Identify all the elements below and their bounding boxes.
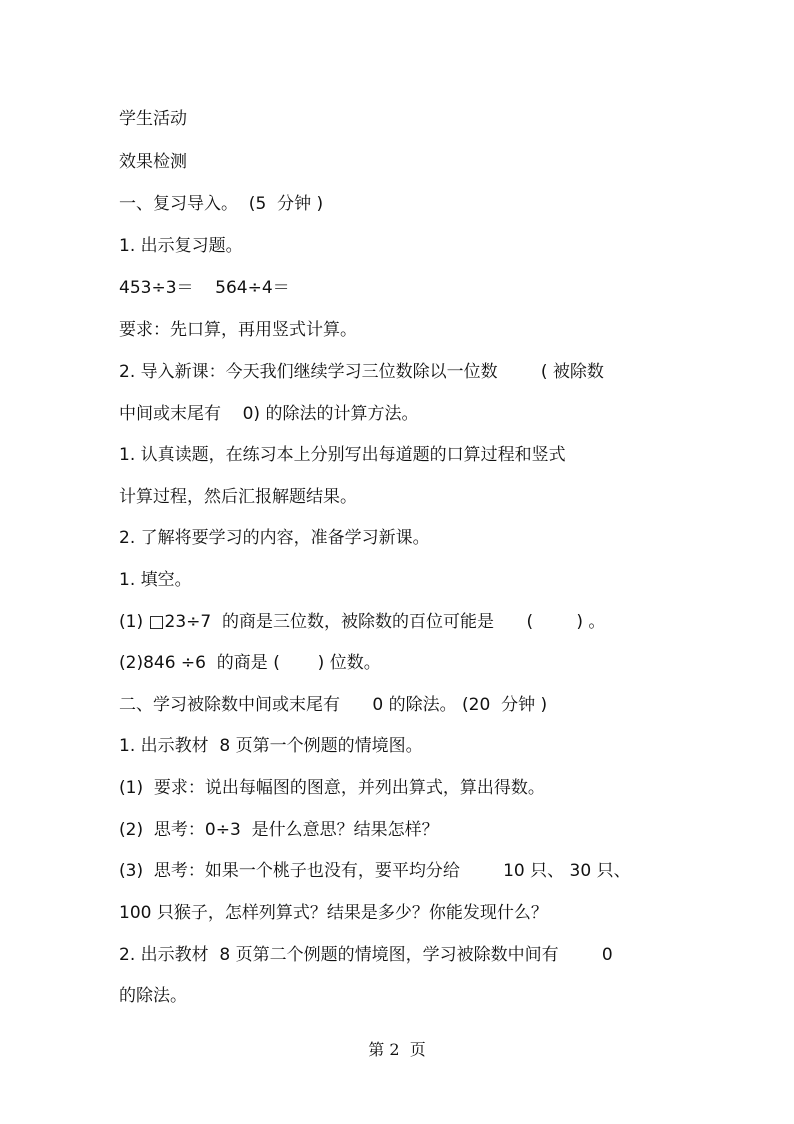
text-line: 效果检测 — [119, 152, 187, 172]
text-line: 要求：先口算，再用竖式计算。 — [119, 320, 357, 340]
text-line: 2. 出示教材 8 页第二个例题的情境图，学习被除数中间有 0 — [119, 945, 613, 965]
text-line: 100 只猴子，怎样列算式？结果是多少？你能发现什么？ — [119, 903, 548, 923]
text-line: 计算过程，然后汇报解题结果。 — [119, 487, 357, 507]
text-line: (1) 要求：说出每幅图的图意，并列出算式，算出得数。 — [119, 778, 545, 798]
text-line: 1. 出示教材 8 页第一个例题的情境图。 — [119, 736, 423, 756]
text-line: 的除法。 — [119, 986, 187, 1006]
text-line: (2)846 ÷6 的商是 ( ) 位数。 — [119, 653, 381, 673]
text-line: 2. 了解将要学习的内容，准备学习新课。 — [119, 528, 430, 548]
section-heading: 二、学习被除数中间或末尾有 0 的除法。 (20 分钟 ) — [119, 695, 548, 715]
section-heading: 一、复习导入。 (5 分钟 ) — [119, 194, 324, 214]
text-line: (1) □23÷7 的商是三位数，被除数的百位可能是 ( ) 。 — [119, 612, 606, 632]
text-line: 1. 出示复习题。 — [119, 236, 243, 256]
text-line: 学生活动 — [119, 109, 187, 129]
text-line: 1. 认真读题，在练习本上分别写出每道题的口算过程和竖式 — [119, 445, 566, 465]
text-line: 1. 填空。 — [119, 570, 192, 590]
page-number: 第 2 页 — [368, 1040, 426, 1059]
text-line: 2. 导入新课：今天我们继续学习三位数除以一位数 ( 被除数 — [119, 362, 604, 382]
text-line: 中间或末尾有 0) 的除法的计算方法。 — [119, 404, 419, 424]
text-line: (2) 思考：0÷3 是什么意思？结果怎样？ — [119, 820, 439, 840]
text-line: 453÷3＝ 564÷4＝ — [119, 278, 290, 298]
text-line: (3) 思考：如果一个桃子也没有，要平均分给 10 只、 30 只、 — [119, 861, 631, 881]
